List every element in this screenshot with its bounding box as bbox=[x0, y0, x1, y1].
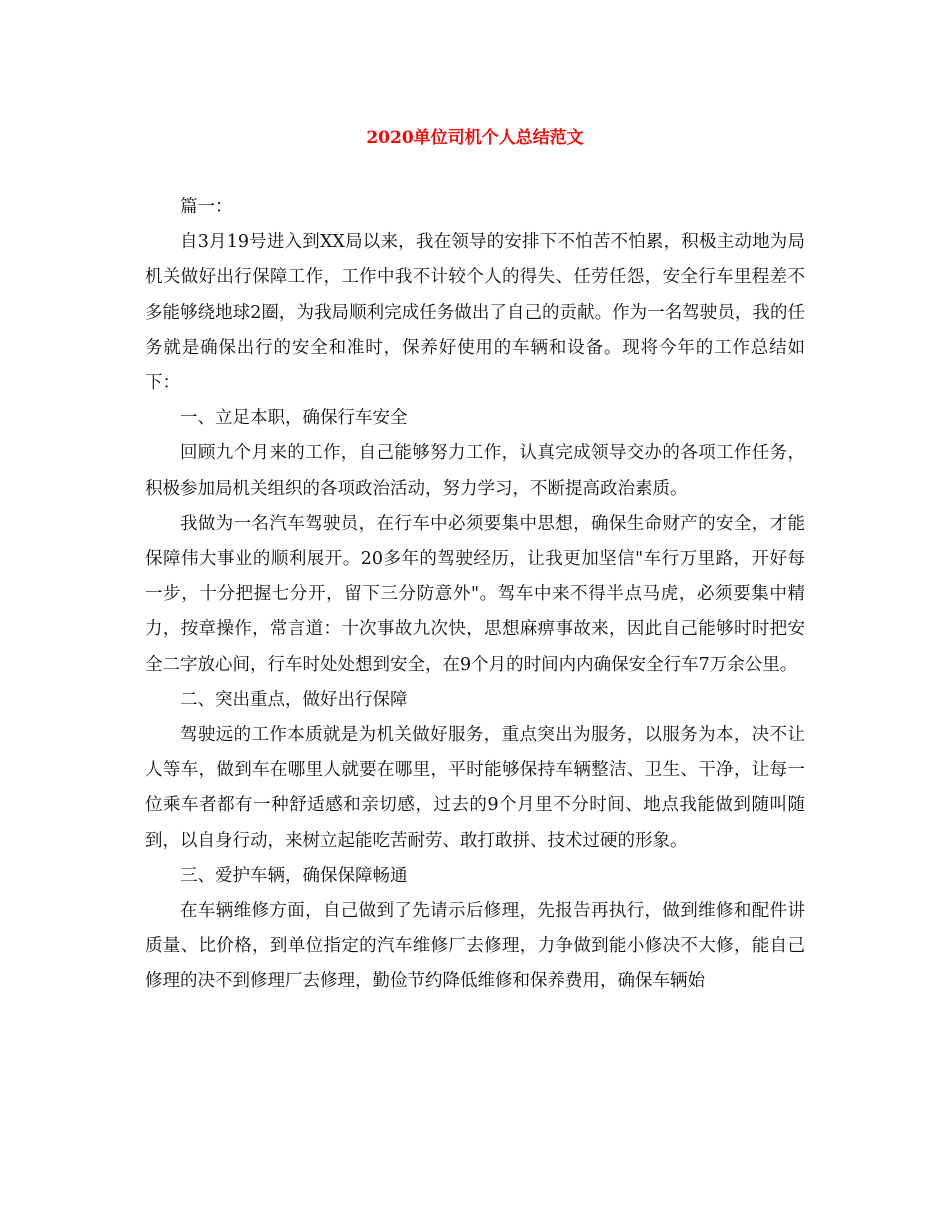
section-3-paragraph-1: 在车辆维修方面，自己做到了先请示后修理，先报告再执行，做到维修和配件讲质量、比价格，到单位指定的汽车维修厂去修理，力争做到能小修决不大修，能自己修理的决不到修理厂去修理，勤俭节约降低维修和保养费用，确保车辆始 bbox=[145, 901, 805, 992]
section-1-paragraph-2: 我做为一名汽车驾驶员，在行车中必须要集中思想，确保生命财产的安全，才能保障伟大事业的顺利展开。20多年的驾驶经历，让我更加坚信"车行万里路，开好每一步，十分把握七分开，留下三分防意外"。驾车中来不得半点马虎，必须要集中精力，按章操作，常言道：十次事故九次快，思想麻痹事故来，因此自己能够时时把安全二字放心间，行车时处处想到安全，在9个月的时间内内确保安全行车7万余公里。 bbox=[145, 513, 805, 675]
section-heading-2: 二、突出重点，做好出行保障 bbox=[180, 689, 408, 710]
section-heading-1: 一、立足本职，确保行车安全 bbox=[180, 408, 408, 429]
section-1-paragraph-1: 回顾九个月来的工作，自己能够努力工作，认真完成领导交办的各项工作任务，积极参加局机关组织的各项政治活动，努力学习，不断提高政治素质。 bbox=[145, 443, 805, 499]
intro-paragraph: 自3月19号进入到XX局以来，我在领导的安排下不怕苦不怕累，积极主动地为局机关做好出行保障工作，工作中我不计较个人的得失、任劳任怨，安全行车里程差不多能够绕地球2圈，为我局顺利完成任务做出了自己的贡献。作为一名驾驶员，我的任务就是确保出行的安全和准时，保养好使用的车辆和设备。现将今年的工作总结如下： bbox=[145, 232, 805, 394]
section-2-paragraph-1: 驾驶远的工作本质就是为机关做好服务，重点突出为服务，以服务为本，决不让人等车，做到车在哪里人就要在哪里，平时能够保持车辆整洁、卫生、干净，让每一位乘车者都有一种舒适感和亲切感，过去的9个月里不分时间、地点我能做到随叫随到，以自身行动，来树立起能吃苦耐劳、敢打敢拼、技术过硬的形象。 bbox=[145, 725, 805, 851]
document-title: 2020单位司机个人总结范文 bbox=[366, 128, 584, 148]
section-label-part-one: 篇一： bbox=[180, 197, 233, 217]
document-body bbox=[145, 190, 805, 1000]
section-heading-3: 三、爱护车辆，确保保障畅通 bbox=[180, 865, 408, 886]
